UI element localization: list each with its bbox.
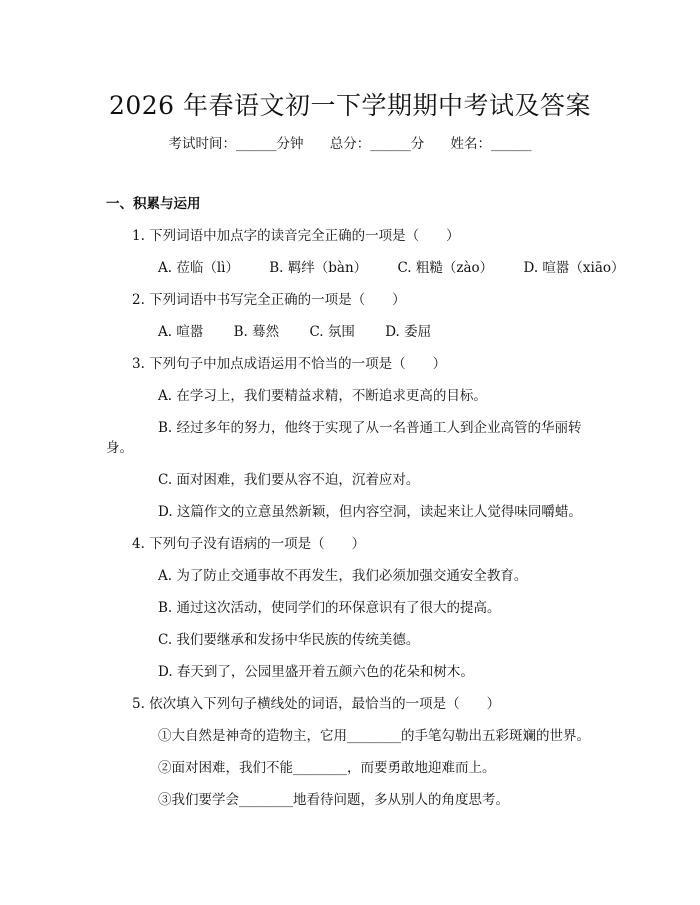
page-title: 2026 年春语文初一下学期期中考试及答案: [108, 91, 592, 120]
question-4-option-a: A. 为了防止交通事故不再发生，我们必须加强交通安全教育。: [158, 568, 528, 584]
question-3-stem: 3. 下列句子中加点成语运用不恰当的一项是（ ）: [132, 356, 447, 372]
question-4-option-d: D. 春天到了，公园里盛开着五颜六色的花朵和树木。: [158, 664, 474, 680]
question-1-option-d: D. 喧嚣（xiāo）: [523, 260, 625, 276]
exam-meta-row: [0, 132, 700, 152]
question-1-option-a: A. 莅临（lì）: [158, 260, 239, 276]
question-4-option-c: C. 我们要继承和发扬中华民族的传统美德。: [158, 632, 420, 648]
question-4-stem: 4. 下列句子没有语病的一项是（ ）: [132, 536, 366, 552]
question-2-stem: 2. 下列词语中书写完全正确的一项是（ ）: [132, 292, 406, 308]
question-1-stem: 1. 下列词语中加点字的读音完全正确的一项是（ ）: [132, 228, 460, 244]
question-2-options: [158, 320, 431, 340]
total-score-label: 总分：______分: [329, 136, 425, 152]
question-3-option-b-continued: 身。: [106, 440, 133, 456]
question-3-option-c: C. 面对困难，我们要从容不迫，沉着应对。: [158, 472, 420, 488]
exam-time-label: 考试时间：______分钟: [168, 136, 304, 152]
question-3-option-d: D. 这篇作文的立意虽然新颖，但内容空洞，读起来让人觉得味同嚼蜡。: [158, 504, 582, 520]
section-heading: 一、积累与运用: [106, 196, 201, 212]
question-1-option-c: C. 粗糙（zào）: [397, 260, 494, 276]
question-4-option-b: B. 通过这次活动，使同学们的环保意识有了很大的提高。: [158, 600, 501, 616]
question-5-sentence-3: ③我们要学会________地看待问题，多从别人的角度思考。: [158, 792, 509, 808]
question-1-option-b: B. 羁绊（bàn）: [269, 260, 368, 276]
question-3-option-b: B. 经过多年的努力，他终于实现了从一名普通工人到企业高管的华丽转: [158, 420, 582, 436]
question-2-option-b: B. 蓦然: [233, 324, 280, 340]
student-name-label: 姓名：______: [450, 136, 532, 152]
question-1-options: [158, 256, 625, 276]
question-5-sentence-2: ②面对困难，我们不能________，而要勇敢地迎难而上。: [158, 760, 496, 776]
question-5-sentence-1: ①大自然是神奇的造物主，它用________的手笔勾勒出五彩斑斓的世界。: [158, 728, 590, 744]
question-3-option-a: A. 在学习上，我们要精益求精，不断追求更高的目标。: [158, 388, 487, 404]
question-2-option-a: A. 喧嚣: [158, 324, 204, 340]
question-2-option-d: D. 委屈: [385, 324, 432, 340]
question-2-option-c: C. 氛围: [309, 324, 355, 340]
question-5-stem: 5. 依次填入下列句子横线处的词语，最恰当的一项是（ ）: [132, 696, 501, 712]
